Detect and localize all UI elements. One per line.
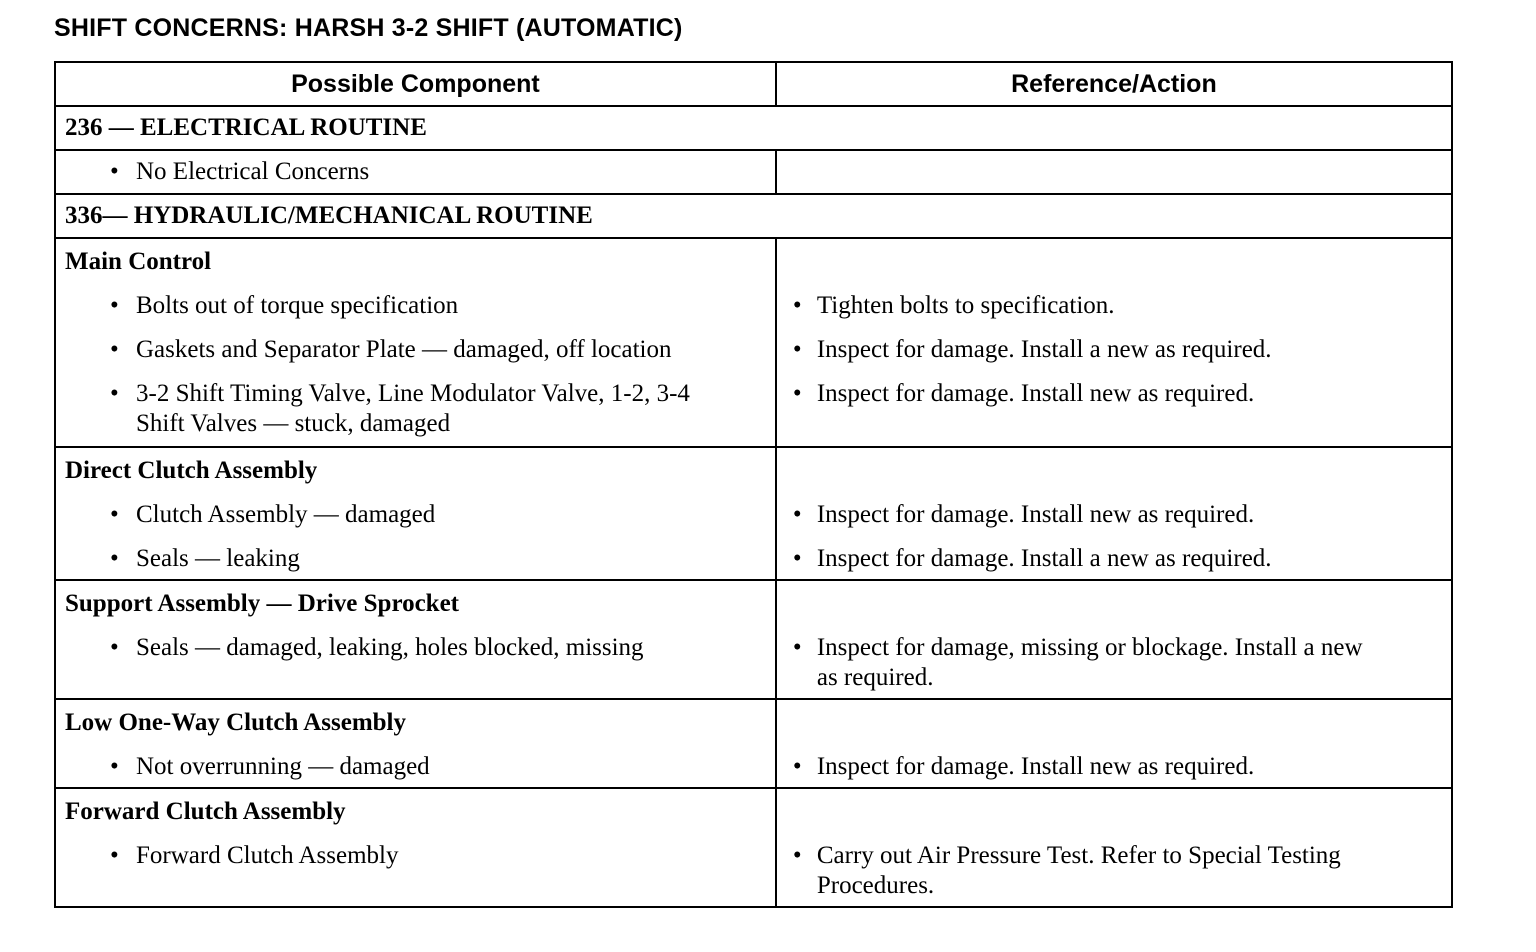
group-main-control [55,238,1452,447]
component-cell [55,238,776,447]
action-text: Inspect for damage. Install new as required. [816,753,1255,780]
component-cell [55,788,776,907]
bullet-icon: • [792,753,802,780]
action-text: Inspect for damage. Install a new as required. [816,545,1272,572]
group-title: Low One-Way Clutch Assembly [65,709,407,736]
bullet-icon: • [110,380,119,407]
action-text: Inspect for damage. Install a new as required. [816,336,1272,363]
component-text: Not overrunning — damaged [136,753,430,780]
header-possible-component: Possible Component [55,62,776,106]
header-reference-action: Reference/Action [776,62,1452,106]
table-header-row [55,62,1452,106]
routine-row-hydraulic [55,194,1452,238]
group-title: Direct Clutch Assembly [65,457,318,484]
component-text: No Electrical Concerns [136,158,370,185]
bullet-icon: • [792,380,802,407]
action-cell [776,238,1452,447]
component-cell [55,447,776,580]
bullet-icon: • [792,842,802,869]
bullet-icon: • [792,292,802,319]
action-text: Tighten bolts to specification. [816,292,1115,319]
bullet-icon: • [792,545,802,572]
hydraulic-routine-title: 336— HYDRAULIC/MECHANICAL ROUTINE [55,194,1452,238]
component-text: Bolts out of torque specification [136,292,459,319]
bullet-icon: • [110,634,119,661]
bullet-icon: • [110,336,119,363]
action-cell [776,580,1452,699]
action-text: Inspect for damage. Install new as required. [816,501,1255,528]
component-text: Forward Clutch Assembly [136,842,399,869]
group-title: Forward Clutch Assembly [65,798,346,825]
group-support-assembly [55,580,1452,699]
bullet-icon: • [110,842,119,869]
action-text: Inspect for damage. Install new as required. [816,380,1255,407]
group-title: Main Control [65,248,212,275]
component-cell [55,699,776,788]
group-title: Support Assembly — Drive Sprocket [65,590,460,617]
page-title: SHIFT CONCERNS: HARSH 3-2 SHIFT (AUTOMATIC) [54,14,683,42]
component-text: Seals — leaking [136,545,300,572]
routine-row-electrical [55,106,1452,150]
action-cell [776,788,1452,907]
group-forward-clutch [55,788,1452,907]
action-cell [776,699,1452,788]
shift-concerns-table [54,61,1453,908]
component-cell [55,580,776,699]
group-low-one-way-clutch [55,699,1452,788]
component-text: Clutch Assembly — damaged [136,501,436,528]
bullet-icon: • [110,501,119,528]
bullet-icon: • [110,753,119,780]
action-text: Carry out Air Pressure Test. Refer to Special Testing Procedures. [816,842,1341,899]
bullet-icon: • [110,292,119,319]
electrical-routine-title: 236 — ELECTRICAL ROUTINE [55,106,1452,150]
component-text: Seals — damaged, leaking, holes blocked, missing [136,634,644,661]
bullet-icon: • [110,545,119,572]
component-cell [55,150,776,194]
bullet-icon: • [110,158,119,185]
group-direct-clutch [55,447,1452,580]
table-row [55,150,1452,194]
action-cell [776,447,1452,580]
action-cell [776,150,1452,194]
bullet-icon: • [792,336,802,363]
bullet-icon: • [792,634,802,661]
bullet-icon: • [792,501,802,528]
component-text: Gaskets and Separator Plate — damaged, off location [136,336,672,363]
action-text: Inspect for damage, missing or blockage. Install a new as required. [816,634,1363,691]
component-text: 3-2 Shift Timing Valve, Line Modulator Valve, 1-2, 3-4 Shift Valves — stuck, damaged [136,380,690,437]
